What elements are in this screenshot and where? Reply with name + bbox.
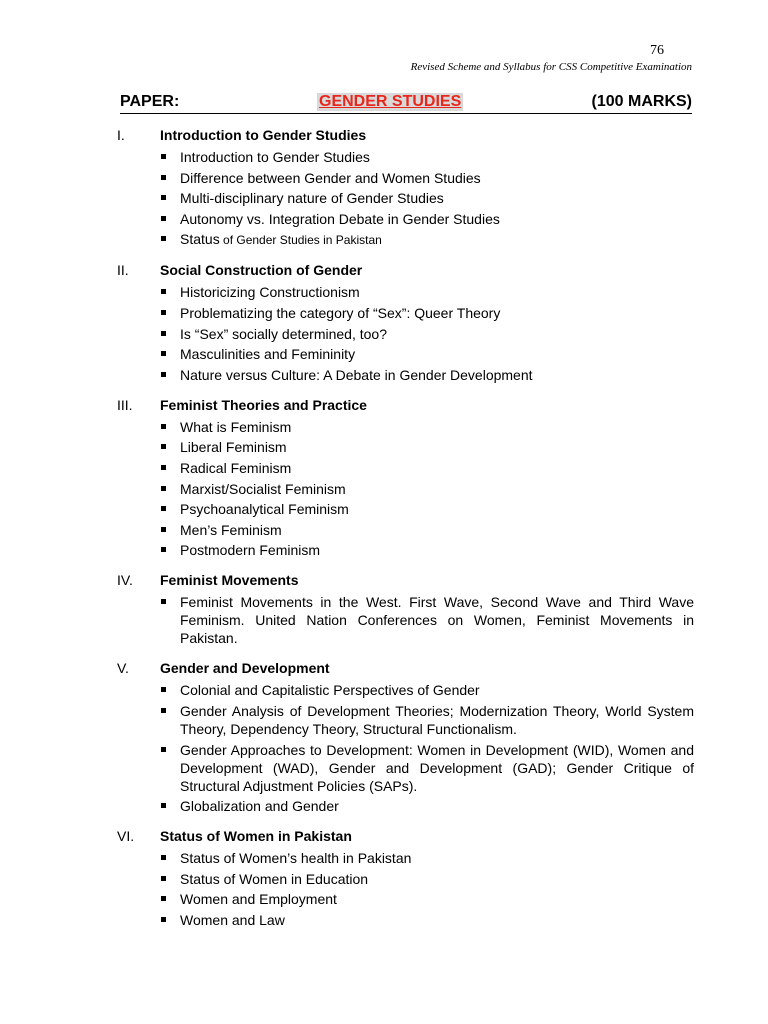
list-item: Status of Women in Education	[159, 870, 694, 888]
topic-list	[112, 849, 694, 929]
topic-list	[112, 148, 694, 249]
list-item: Psychoanalytical Feminism	[159, 500, 694, 518]
list-item: Is “Sex” socially determined, too?	[159, 325, 694, 343]
list-item: What is Feminism	[159, 418, 694, 436]
section-numeral: VI.	[117, 828, 135, 845]
section-5	[112, 657, 694, 815]
list-item: Women and Law	[159, 911, 694, 929]
paper-label: PAPER:	[120, 93, 180, 110]
topic-list	[112, 593, 694, 647]
topic-list	[112, 418, 694, 560]
list-item: Radical Feminism	[159, 459, 694, 477]
section-title: Introduction to Gender Studies	[160, 127, 367, 143]
topic-list	[112, 283, 694, 383]
section-numeral: III.	[117, 396, 133, 413]
list-item: Marxist/Socialist Feminism	[159, 480, 694, 498]
paper-title: GENDER STUDIES	[319, 93, 462, 110]
list-item: Men’s Feminism	[159, 521, 694, 539]
list-item: Autonomy vs. Integration Debate in Gender Studies	[159, 210, 694, 228]
list-item: Status of Women’s health in Pakistan	[159, 849, 694, 867]
topic-list	[112, 681, 694, 815]
section-1	[112, 124, 694, 249]
syllabus-content	[112, 124, 694, 939]
paper-marks: (100 MARKS)	[591, 93, 692, 110]
list-item: Problematizing the category of “Sex”: Queer Theory	[159, 304, 694, 322]
list-item: Women and Employment	[159, 890, 694, 908]
list-item: Difference between Gender and Women Studies	[159, 169, 694, 187]
section-2	[112, 259, 694, 383]
section-4	[112, 569, 694, 647]
section-title: Gender and Development	[160, 660, 330, 677]
running-head: Revised Scheme and Syllabus for CSS Competitive Examination	[410, 61, 692, 73]
section-title: Status of Women in Pakistan	[160, 828, 352, 845]
list-item: Gender Analysis of Development Theories; Modernization Theory, World System Theory, Dependency Theory, Structural Functionalism.	[159, 702, 694, 738]
section-title: Feminist Theories and Practice	[160, 396, 367, 413]
list-item: Gender Approaches to Development: Women in Development (WID), Women and Development (WAD), Gender and Development (GAD); Gender Critique of Structural Adjustment Policies (SAPs).	[159, 741, 694, 795]
section-numeral: II.	[117, 262, 129, 279]
section-numeral: I.	[117, 127, 125, 143]
section-title: Social Construction of Gender	[160, 262, 363, 279]
list-item: Introduction to Gender Studies	[159, 148, 694, 166]
section-numeral: IV.	[117, 572, 133, 589]
list-item: Feminist Movements in the West. First Wave, Second Wave and Third Wave Feminism. United Nation Conferences on Women, Feminist Movements in Pakistan.	[159, 593, 694, 647]
section-title: Feminist Movements	[160, 572, 299, 589]
list-item: Historicizing Constructionism	[159, 283, 694, 301]
page-number: 76	[650, 43, 664, 58]
list-item: Liberal Feminism	[159, 438, 694, 456]
list-item-rest: of Gender Studies in Pakistan	[219, 233, 382, 248]
list-item: Postmodern Feminism	[159, 541, 694, 559]
list-item: Masculinities and Femininity	[159, 345, 694, 363]
list-item	[159, 230, 694, 249]
list-item: Colonial and Capitalistic Perspectives of Gender	[159, 681, 694, 699]
section-numeral: V.	[117, 660, 129, 677]
list-item: Globalization and Gender	[159, 797, 694, 815]
list-item: Multi-disciplinary nature of Gender Studies	[159, 189, 694, 207]
section-3	[112, 394, 694, 560]
list-item: Nature versus Culture: A Debate in Gender Development	[159, 366, 694, 384]
paper-heading	[120, 91, 692, 114]
section-6	[112, 825, 694, 929]
list-item-lead: Status	[180, 231, 220, 248]
